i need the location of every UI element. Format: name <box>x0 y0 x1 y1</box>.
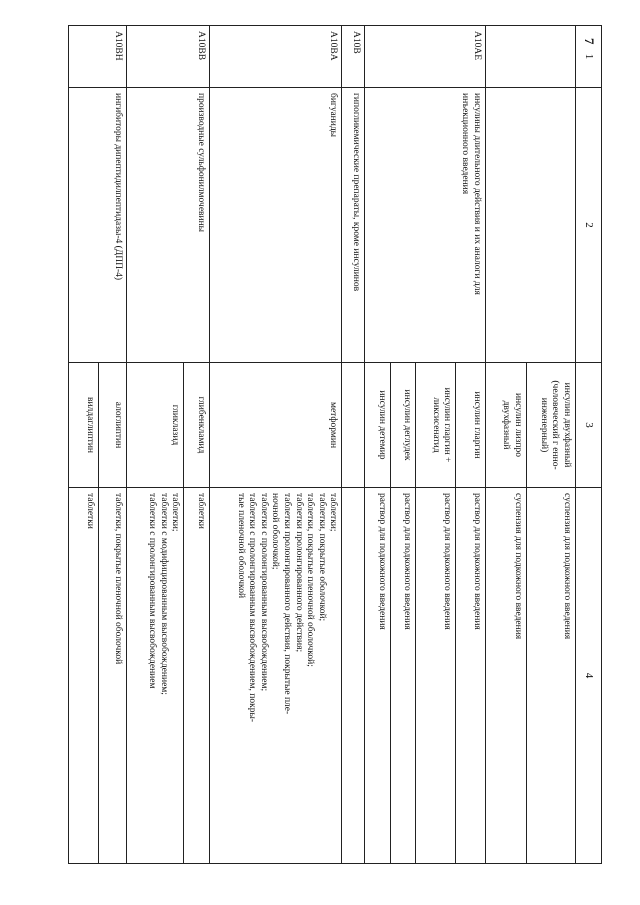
dosage-forms-cell <box>391 488 416 864</box>
drug-group-cell: производные сульфонилмочевины <box>184 88 210 363</box>
dosage-forms-cell <box>456 488 486 864</box>
dosage-forms-cell <box>99 488 127 864</box>
header-row <box>576 26 602 864</box>
atc-code-cell <box>365 26 391 88</box>
atc-code-cell: A10BA <box>210 26 342 88</box>
drug-group-cell <box>127 88 184 363</box>
dosage-form-line: таблетки пролонгированного действия; <box>293 493 304 653</box>
ingredient-cell: гликлазид <box>127 363 184 488</box>
atc-code-cell <box>486 26 527 88</box>
header-col-1: 1 <box>576 26 602 88</box>
drug-group-cell: гипогликемические препараты, кроме инсулинов <box>342 88 365 363</box>
dosage-form-line: таблетки, покрытые пленочной оболочкой; <box>305 493 316 667</box>
atc-code-cell <box>127 26 184 88</box>
dosage-forms-cell <box>342 488 365 864</box>
ingredient-cell: инсулин детемир <box>365 363 391 488</box>
atc-code-cell: A10BH <box>99 26 127 88</box>
ingredient-cell: вилдаглиптин <box>69 363 99 488</box>
dosage-form-line: таблетки, покрытые оболочкой; <box>316 493 327 622</box>
dosage-forms-cell <box>127 488 184 864</box>
drug-table <box>68 25 602 864</box>
ingredient-cell: инсулин гларгин + ликсисенатид <box>416 363 456 488</box>
dosage-form-line: тые пленочной оболочкой <box>235 493 246 599</box>
drug-group-cell: ингибиторы дипептидилпептидазы-4 (ДПП-4) <box>99 88 127 363</box>
dosage-form-line: таблетки <box>196 493 207 529</box>
dosage-form-line: таблетки с модифицированным высвобождением; <box>158 493 169 695</box>
table-row <box>99 26 127 864</box>
atc-code-cell <box>391 26 416 88</box>
drug-group-cell <box>391 88 416 363</box>
atc-code-cell: A10AE <box>456 26 486 88</box>
drug-group-cell <box>486 88 527 363</box>
dosage-form-line: таблетки пролонгированного действия, покрытые пле- <box>282 493 293 715</box>
dosage-form-line: таблетки <box>85 493 96 529</box>
header-col-3: 3 <box>576 363 602 488</box>
table-row <box>391 26 416 864</box>
ingredient-cell: инсулин гларгин <box>456 363 486 488</box>
atc-code-cell <box>416 26 456 88</box>
drug-group-cell <box>416 88 456 363</box>
dosage-form-line: раствор для подкожного введения <box>442 493 453 630</box>
table-row <box>210 26 342 864</box>
dosage-forms-cell <box>486 488 527 864</box>
dosage-form-line: раствор для подкожного введения <box>377 493 388 630</box>
page-number: 7 <box>582 38 597 45</box>
ingredient-cell: метформин <box>210 363 342 488</box>
table-row <box>527 26 576 864</box>
ingredient-cell: глибенкламид <box>184 363 210 488</box>
ingredient-cell: инсулин двухфазный (человеческий г енно-инженерный) <box>527 363 576 488</box>
table-row <box>365 26 391 864</box>
dosage-form-line: суспензия для подкожного введения <box>513 493 523 640</box>
atc-code-cell <box>69 26 99 88</box>
atc-code-cell: A10B <box>342 26 365 88</box>
table-row <box>342 26 365 864</box>
ingredient-cell: алоглиптин <box>99 363 127 488</box>
table-row <box>127 26 184 864</box>
ingredient-cell: инсулин лизпро двухфазный <box>486 363 527 488</box>
dosage-forms-cell <box>210 488 342 864</box>
dosage-form-line: раствор для подкожного введения <box>472 493 482 630</box>
dosage-form-line: таблетки; <box>328 493 339 532</box>
table-row <box>69 26 99 864</box>
dosage-forms-cell <box>69 488 99 864</box>
dosage-form-line: таблетки; <box>170 493 181 532</box>
dosage-form-line: таблетки, покрытые пленочной оболочкой <box>113 493 124 665</box>
drug-group-cell <box>69 88 99 363</box>
ingredient-cell <box>342 363 365 488</box>
table-row <box>184 26 210 864</box>
dosage-forms-cell <box>527 488 576 864</box>
atc-code-cell <box>527 26 576 88</box>
drug-group-cell <box>527 88 576 363</box>
dosage-form-line: таблетки с пролонгированным высвобождением; <box>258 493 269 692</box>
table-row <box>486 26 527 864</box>
dosage-form-line: таблетки с пролонгированным высвобождением, покры- <box>247 493 258 722</box>
header-col-4: 4 <box>576 488 602 864</box>
drug-group-cell <box>365 88 391 363</box>
table-row <box>416 26 456 864</box>
dosage-form-line: ночной оболочкой; <box>270 493 281 570</box>
atc-code-cell: A10BB <box>184 26 210 88</box>
table-row <box>456 26 486 864</box>
drug-group-cell: инсулины длительного действия и их аналоги для инъекционного введения <box>456 88 486 363</box>
dosage-forms-cell <box>365 488 391 864</box>
ingredient-cell: инсулин деглудек <box>391 363 416 488</box>
dosage-forms-cell <box>416 488 456 864</box>
dosage-form-line: суспензия для подкожного введения <box>562 493 572 640</box>
dosage-form-line: раствор для подкожного введения <box>402 493 413 630</box>
drug-group-cell: бигуаниды <box>210 88 342 363</box>
dosage-form-line: таблетки с пролонгированным высвобождением <box>147 493 158 689</box>
header-col-2: 2 <box>576 88 602 363</box>
dosage-forms-cell <box>184 488 210 864</box>
